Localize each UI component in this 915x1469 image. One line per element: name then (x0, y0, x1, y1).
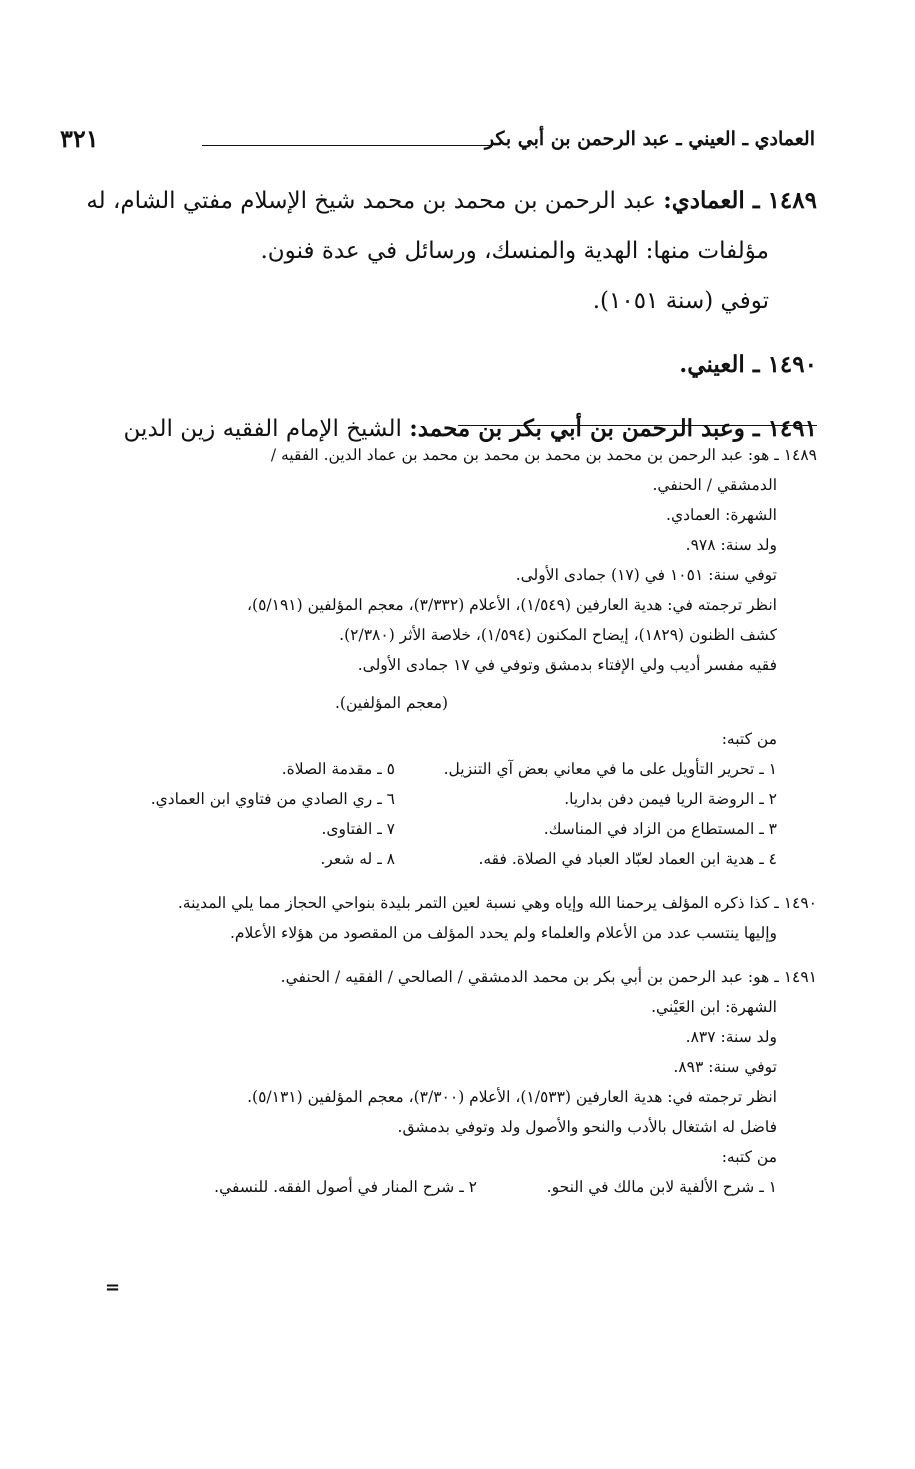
entry-1489-line2: مؤلفات منها: الهدية والمنسك، ورسائل في عدة فنون. (260, 238, 769, 264)
note-1489-books-row2 (95, 784, 817, 814)
note-1489-books-row4 (95, 844, 817, 874)
header-rule (202, 145, 493, 146)
list-item: ٤ ـ هدية ابن العماد لعبّاد العباد في الصلاة. فقه. (478, 850, 777, 868)
note-1489-fame: الشهرة: العمادي. (666, 506, 777, 524)
note-1491-books-row1 (95, 1172, 817, 1202)
note-1491-born: ولد سنة: ٨٣٧. (685, 1028, 777, 1046)
entry-1489 (85, 176, 817, 226)
note-1491-fame: الشهرة: ابن العَيْني. (651, 998, 777, 1016)
note-1489-line1: ١٤٨٩ ـ هو: عبد الرحمن بن محمد بن محمد بن محمد بن محمد بن عماد الدين. الفقيه / (270, 446, 817, 464)
header-title: العمادي ـ العيني ـ عبد الرحمن بن أبي بكر (484, 128, 815, 150)
entry-1491-heading: ١٤٩١ ـ وعبد الرحمن بن أبي بكر بن محمد: (409, 415, 817, 442)
entry-1489-heading: ١٤٨٩ ـ العمادي: (663, 187, 817, 214)
note-1489-books-row1 (95, 754, 817, 784)
note-1489-died: توفي سنة: ١٠٥١ في (١٧) جمادى الأولى. (515, 566, 777, 584)
entry-1489-text: عبد الرحمن بن محمد بن محمد شيخ الإسلام مفتي الشام، له (86, 188, 656, 214)
note-1489-desc: فقيه مفسر أديب ولي الإفتاء بدمشق وتوفي في ١٧ جمادى الأولى. (357, 656, 777, 674)
note-1489-line2: الدمشقي / الحنفي. (652, 476, 777, 494)
entry-1490-heading: ١٤٩٠ ـ العيني. (679, 351, 817, 378)
note-1490-line2: وإليها ينتسب عدد من الأعلام والعلماء ولم يحدد المؤلف من المقصود من هؤلاء الأعلام. (229, 924, 777, 942)
note-1489-born: ولد سنة: ٩٧٨. (685, 536, 777, 554)
continuation-mark: = (105, 1277, 121, 1298)
entry-1490 (85, 340, 817, 390)
list-item: ٣ ـ المستطاع من الزاد في المناسك. (543, 820, 777, 838)
list-item: ٦ ـ ري الصادي من فتاوي ابن العمادي. (150, 790, 395, 808)
page-number: ٣٢١ (60, 124, 99, 153)
list-item: ١ ـ شرح الألفية لابن مالك في النحو. (546, 1178, 777, 1196)
list-item: ١ ـ تحرير التأويل على ما في معاني بعض آي التنزيل. (443, 760, 777, 778)
running-header (60, 124, 815, 162)
note-1491-books-title: من كتبه: (721, 1148, 777, 1166)
note-1491-died: توفي سنة: ٨٩٣. (673, 1058, 777, 1076)
list-item: ٧ ـ الفتاوى. (321, 820, 395, 838)
note-1489-ref1: انظر ترجمته في: هدية العارفين (١/٥٤٩)، الأعلام (٣/٣٣٢)، معجم المؤلفين (٥/١٩١)، (247, 596, 777, 614)
list-item: ٥ ـ مقدمة الصلاة. (281, 760, 395, 778)
list-item: ٨ ـ له شعر. (320, 850, 395, 868)
footnotes (95, 440, 817, 1202)
entry-1489-line3: توفي (سنة ١٠٥١). (592, 288, 769, 314)
note-1491-desc: فاضل له اشتغال بالأدب والنحو والأصول ولد وتوفي بدمشق. (397, 1118, 777, 1136)
footnote-separator (458, 425, 817, 426)
note-1490-line1: ١٤٩٠ ـ كذا ذكره المؤلف يرحمنا الله وإياه وهي نسبة لعين التمر بليدة بنواحي الحجاز مما يلي المدينة. (177, 894, 817, 912)
note-1489-source: (معجم المؤلفين). (335, 694, 449, 712)
note-1489-books-title: من كتبه: (721, 730, 777, 748)
list-item: ٢ ـ الروضة الريا فيمن دفن بداريا. (564, 790, 777, 808)
note-1491-line1: ١٤٩١ ـ هو: عبد الرحمن بن أبي بكر بن محمد الدمشقي / الصالحي / الفقيه / الحنفي. (280, 968, 817, 986)
entry-1491-text: الشيخ الإمام الفقيه زين الدين (123, 416, 402, 442)
note-1489-ref2: كشف الظنون (١٨٢٩)، إيضاح المكنون (١/٥٩٤)، خلاصة الأثر (٢/٣٨٠). (339, 626, 777, 644)
main-text (85, 176, 817, 454)
note-1491-ref: انظر ترجمته في: هدية العارفين (١/٥٣٣)، الأعلام (٣/٣٠٠)، معجم المؤلفين (٥/١٣١). (247, 1088, 777, 1106)
note-1489-books-row3 (95, 814, 817, 844)
list-item: ٢ ـ شرح المنار في أصول الفقه. للنسفي. (214, 1178, 477, 1196)
